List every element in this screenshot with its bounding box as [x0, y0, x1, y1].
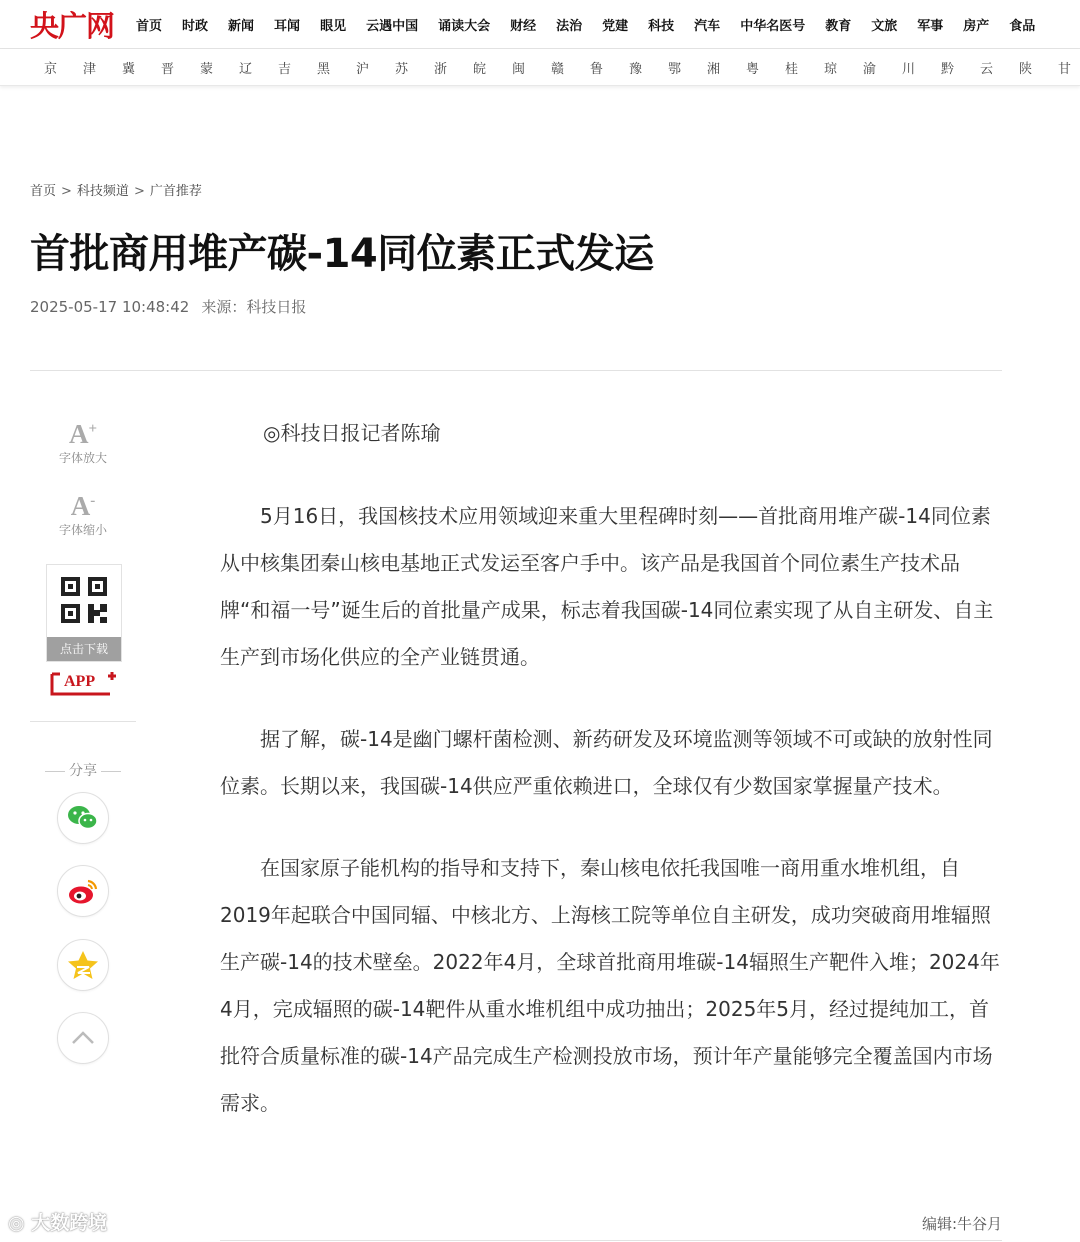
watermark-logo-icon: ◎ — [8, 1212, 25, 1234]
qr-code-icon — [59, 575, 109, 625]
province-link[interactable]: 豫 — [629, 61, 643, 77]
article-editor: 编辑:牛谷月 — [921, 1215, 1002, 1233]
source-name: 科技日报 — [246, 298, 307, 316]
province-link[interactable]: 苏 — [395, 61, 409, 77]
publish-datetime: 2025-05-17 10:48:42 — [30, 298, 190, 316]
province-link[interactable]: 川 — [902, 61, 916, 77]
province-link[interactable]: 辽 — [239, 61, 253, 77]
breadcrumb-home[interactable]: 首页 — [30, 184, 57, 199]
province-link[interactable]: 沪 — [356, 61, 370, 77]
province-link[interactable]: 甘 — [1058, 61, 1072, 77]
app-qr-download[interactable] — [46, 564, 122, 662]
qzone-icon — [58, 940, 108, 990]
nav-item-law[interactable]: 法治 — [556, 18, 583, 34]
site-logo[interactable]: 央广网 — [30, 8, 115, 43]
nav-item-doctors[interactable]: 中华名医号 — [740, 18, 806, 34]
province-link[interactable]: 鲁 — [590, 61, 604, 77]
province-link[interactable]: 桂 — [785, 61, 799, 77]
nav-item-party[interactable]: 党建 — [602, 18, 629, 34]
divider — [30, 370, 1002, 371]
share-heading — [40, 760, 126, 780]
weibo-icon — [58, 866, 108, 916]
nav-item-yanjian[interactable]: 眼见 — [320, 18, 347, 34]
nav-item-tech[interactable]: 科技 — [648, 18, 675, 34]
breadcrumb — [30, 180, 202, 199]
province-link[interactable]: 黑 — [317, 61, 331, 77]
province-link[interactable]: 黔 — [941, 61, 955, 77]
nav-item-culture[interactable]: 文旅 — [871, 18, 898, 34]
app-logo-icon — [50, 670, 120, 696]
share-label: 分享 — [69, 763, 97, 779]
main-nav — [136, 0, 1055, 48]
font-increase-button[interactable] — [50, 414, 116, 466]
nav-item-yunyu[interactable]: 云遇中国 — [366, 18, 419, 34]
breadcrumb-separator: > — [133, 184, 145, 199]
province-link[interactable]: 湘 — [707, 61, 721, 77]
back-to-top-button[interactable] — [57, 1012, 109, 1064]
font-decrease-icon: A — [70, 491, 91, 521]
article-paragraph: 据了解，碳-14是幽门螺杆菌检测、新药研发及环境监测等领域不可或缺的放射性同位素。长期以来，我国碳-14供应严重依赖进口，全球仅有少数国家掌握量产技术。 — [220, 727, 993, 798]
nav-item-finance[interactable]: 财经 — [510, 18, 537, 34]
share-wechat-button[interactable] — [57, 792, 109, 844]
app-badge[interactable] — [50, 670, 120, 696]
breadcrumb-channel[interactable]: 科技频道 — [76, 184, 129, 199]
breadcrumb-section[interactable]: 广首推荐 — [149, 184, 202, 199]
share-weibo-button[interactable] — [57, 865, 109, 917]
nav-item-realestate[interactable]: 房产 — [963, 18, 990, 34]
top-nav — [0, 0, 1080, 49]
article-meta — [30, 296, 306, 317]
province-link[interactable]: 粤 — [746, 61, 760, 77]
font-decrease-label: 字体缩小 — [58, 523, 107, 537]
province-link[interactable]: 晋 — [161, 61, 175, 77]
nav-item-education[interactable]: 教育 — [825, 18, 852, 34]
province-link[interactable]: 皖 — [473, 61, 487, 77]
province-link[interactable]: 津 — [83, 61, 97, 77]
nav-item-auto[interactable]: 汽车 — [694, 18, 721, 34]
nav-item-food[interactable]: 食品 — [1009, 18, 1036, 34]
nav-item-military[interactable]: 军事 — [917, 18, 944, 34]
nav-item-home[interactable]: 首页 — [136, 18, 163, 34]
watermark — [8, 1208, 107, 1235]
nav-item-recital[interactable]: 诵读大会 — [438, 18, 491, 34]
font-increase-icon: A — [68, 419, 89, 449]
province-bar — [0, 49, 1080, 86]
province-link[interactable]: 琼 — [824, 61, 838, 77]
province-link[interactable]: 冀 — [122, 61, 136, 77]
nav-item-erwen[interactable]: 耳闻 — [274, 18, 301, 34]
province-link[interactable]: 浙 — [434, 61, 448, 77]
source-label: 来源： — [201, 298, 247, 316]
font-increase-plus: + — [88, 421, 98, 437]
font-increase-label: 字体放大 — [58, 451, 107, 465]
back-to-top-icon — [58, 1013, 108, 1063]
article-paragraph: 5月16日，我国核技术应用领域迎来重大里程碑时刻——首批商用堆产碳-14同位素从中核集团秦山核电基地正式发运至客户手中。该产品是我国首个同位素生产技术品牌“和福一号”诞生后的首批量产成果，标志着我国碳-14同位素实现了从自主研发、自主生产到市场化供应的全产业链贯通。 — [220, 504, 994, 669]
province-link[interactable]: 云 — [980, 61, 994, 77]
province-link[interactable]: 渝 — [863, 61, 877, 77]
nav-item-politics[interactable]: 时政 — [182, 18, 209, 34]
watermark-text: 大数跨境 — [31, 1212, 108, 1234]
wechat-icon — [58, 793, 108, 843]
article-paragraph: 在国家原子能机构的指导和支持下，秦山核电依托我国唯一商用重水堆机组，自2019年起联合中国同辐、中核北方、上海核工院等单位自主研发，成功突破商用堆辐照生产碳-14的技术壁垒。2022年4月，全球首批商用堆碳-14辐照生产靶件入堆；2024年4月，完成辐照的碳-14靶件从重水堆机组中成功抽出；2025年5月，经过提纯加工，首批符合质量标准的碳-14产品完成生产检测投放市场，预计年产量能够完全覆盖国内市场需求。 — [220, 856, 1000, 1115]
province-link[interactable]: 闽 — [512, 61, 526, 77]
province-link[interactable]: 赣 — [551, 61, 565, 77]
province-link[interactable]: 吉 — [278, 61, 292, 77]
article-title: 首批商用堆产碳-14同位素正式发运 — [30, 231, 654, 277]
province-link[interactable]: 京 — [44, 61, 58, 77]
app-badge-text: APP — [64, 673, 96, 690]
divider — [220, 1240, 1002, 1241]
download-label: 点击下载 — [47, 637, 121, 661]
nav-item-news[interactable]: 新闻 — [228, 18, 255, 34]
article-byline: ◎科技日报记者陈瑜 — [263, 421, 441, 445]
breadcrumb-separator: > — [61, 184, 72, 199]
province-link[interactable]: 鄂 — [668, 61, 682, 77]
province-link[interactable]: 陕 — [1019, 61, 1033, 77]
share-qzone-button[interactable] — [57, 939, 109, 991]
article-body — [220, 410, 1005, 1162]
divider — [30, 721, 136, 722]
province-link[interactable]: 蒙 — [200, 61, 214, 77]
province-list — [44, 49, 1080, 85]
font-decrease-button[interactable] — [50, 486, 116, 538]
font-decrease-minus: - — [90, 493, 96, 509]
